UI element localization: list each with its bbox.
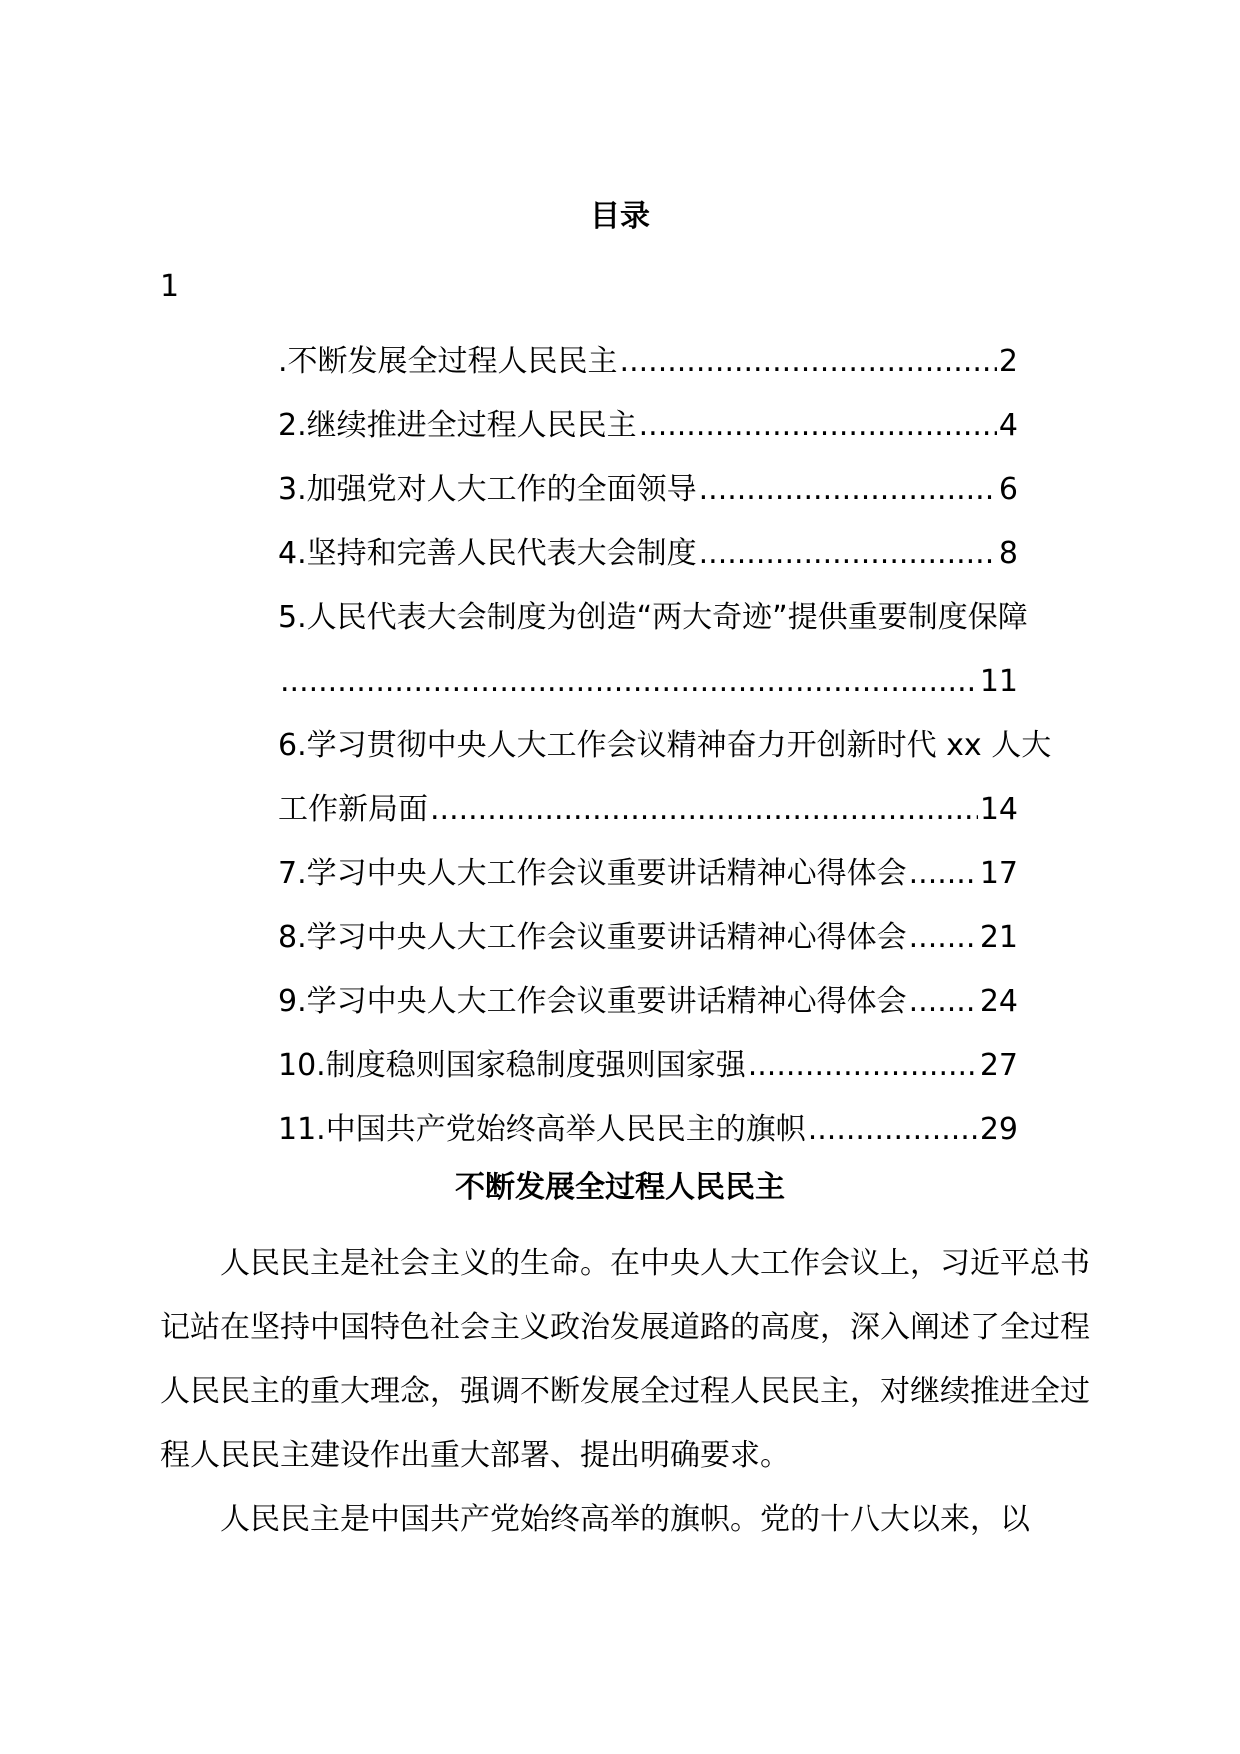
toc-leader-dots	[639, 394, 997, 458]
toc-leader-dots	[909, 906, 978, 970]
toc-entry[interactable]	[278, 394, 1018, 458]
toc-leader-dots	[699, 458, 997, 522]
toc-entry-page: 8	[998, 536, 1018, 571]
toc-entry-page: 27	[979, 1048, 1018, 1083]
toc-entry-page: 24	[979, 984, 1018, 1019]
toc-entry-text: 10.制度稳则国家稳制度强则国家强	[278, 1048, 746, 1083]
toc-entry[interactable]	[278, 330, 1018, 394]
toc-entry-multiline[interactable]	[278, 586, 1088, 714]
body-paragraph: 人民民主是中国共产党始终高举的旗帜。党的十八大以来，以	[220, 1502, 1030, 1537]
toc-entry-page: 29	[979, 1112, 1018, 1147]
toc-entry-page: 2	[998, 344, 1018, 379]
toc-entry-page: 4	[998, 408, 1018, 443]
toc-entry-page: 14	[979, 792, 1018, 827]
toc-entry-continuation	[278, 650, 1018, 714]
toc-lead-number: 1	[160, 269, 180, 304]
toc-leader-dots	[909, 970, 978, 1034]
toc-entry[interactable]	[278, 970, 1018, 1034]
toc-leader-dots	[430, 778, 978, 842]
toc-entry-text: 2.继续推进全过程人民民主	[278, 408, 637, 443]
toc-entry[interactable]	[278, 522, 1018, 586]
toc-title: 目录	[590, 199, 650, 234]
section-body	[160, 1232, 1090, 1552]
toc-entry-page: 11	[979, 664, 1018, 699]
toc-list	[278, 330, 1088, 1162]
toc-entry[interactable]	[278, 458, 1018, 522]
toc-entry[interactable]	[278, 906, 1018, 970]
section-title: 不断发展全过程人民民主	[455, 1170, 785, 1205]
toc-entry-text: .不断发展全过程人民民主	[278, 344, 618, 379]
toc-entry-text: 7.学习中央人大工作会议重要讲话精神心得体会	[278, 856, 907, 891]
toc-entry-text: 11.中国共产党始终高举人民民主的旗帜	[278, 1112, 806, 1147]
toc-entry-text: 9.学习中央人大工作会议重要讲话精神心得体会	[278, 984, 907, 1019]
toc-entry-text: 4.坚持和完善人民代表大会制度	[278, 536, 697, 571]
toc-entry[interactable]	[278, 1098, 1018, 1162]
toc-entry[interactable]	[278, 1034, 1018, 1098]
toc-entry[interactable]	[278, 842, 1018, 906]
toc-leader-dots	[748, 1034, 978, 1098]
toc-entry-page: 17	[979, 856, 1018, 891]
toc-entry-text: 3.加强党对人大工作的全面领导	[278, 472, 697, 507]
toc-leader-dots	[808, 1098, 978, 1162]
toc-entry-continuation	[278, 778, 1018, 842]
toc-entry-text-line1: 6.学习贯彻中央人大工作会议精神奋力开创新时代 xx 人大	[278, 728, 1052, 763]
toc-entry-page: 6	[998, 472, 1018, 507]
toc-entry-multiline[interactable]	[278, 714, 1088, 842]
toc-leader-dots	[620, 330, 997, 394]
toc-leader-dots	[909, 842, 978, 906]
toc-leader-dots	[699, 522, 997, 586]
body-paragraph: 人民民主是社会主义的生命。在中央人大工作会议上，习近平总书记站在坚持中国特色社会主义政治发展道路的高度，深入阐述了全过程人民民主的重大理念，强调不断发展全过程人民民主，对继续推进全过程人民民主建设作出重大部署、提出明确要求。	[160, 1246, 1090, 1473]
toc-leader-dots	[280, 650, 978, 714]
toc-entry-page: 21	[979, 920, 1018, 955]
toc-entry-text: 工作新局面	[278, 792, 428, 827]
toc-entry-text: 8.学习中央人大工作会议重要讲话精神心得体会	[278, 920, 907, 955]
toc-entry-text-line1: 5.人民代表大会制度为创造“两大奇迹”提供重要制度保障	[278, 600, 1028, 635]
